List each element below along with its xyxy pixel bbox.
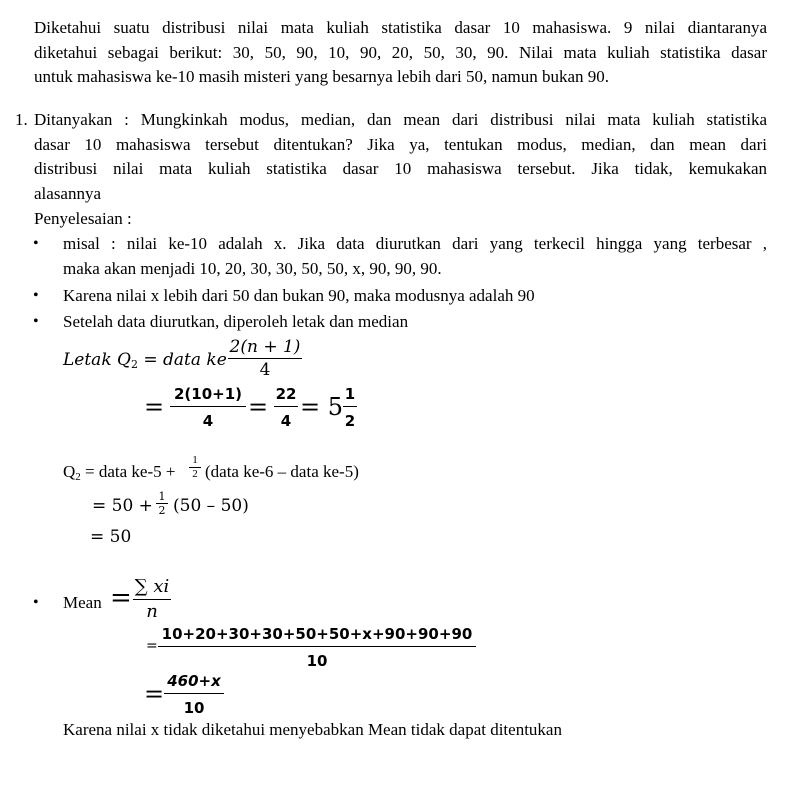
bullet-1-line: misal : nilai ke-10 adalah x. Jika data diurutkan dari yang terkecil hingga yang terbesar , bbox=[63, 234, 767, 253]
mean-label: Mean bbox=[63, 593, 102, 612]
letak-mixed-fraction bbox=[343, 384, 357, 431]
question-line: alasannya bbox=[34, 183, 102, 203]
bullet-2-text: Karena nilai x lebih dari 50 dan bukan 90, maka modusnya adalah 90 bbox=[63, 286, 535, 305]
mean-fraction-2 bbox=[158, 624, 476, 671]
median-line-2b: (50 – 50) bbox=[173, 496, 249, 516]
q-subscript: 2 bbox=[130, 358, 138, 371]
mean-equals-3: = bbox=[144, 680, 165, 708]
question-paragraph bbox=[34, 108, 767, 206]
fraction-numerator: 22 bbox=[275, 385, 297, 403]
fraction-numerator: 460+x bbox=[167, 672, 221, 690]
question-line: distribusi nilai mata kuliah statistika dasar 10 mahasiswa tersebut. Jika tidak, kemukakan bbox=[34, 159, 767, 178]
fraction-numerator: 1 bbox=[344, 385, 356, 403]
fraction-denominator: 10 bbox=[183, 699, 205, 717]
letak-fraction-3 bbox=[274, 384, 298, 431]
fraction-denominator: 4 bbox=[259, 360, 271, 380]
fraction-bar bbox=[158, 646, 476, 647]
median-part-2: (data ke-6 – data ke-5) bbox=[205, 462, 359, 481]
intro-line: diketahui sebagai berikut: 30, 50, 90, 10, 90, 20, 50, 30, 90. Nilai mata kuliah statistika dasar bbox=[34, 42, 767, 62]
fraction-denominator: 10 bbox=[306, 652, 328, 670]
mean-conclusion: Karena nilai x tidak diketahui menyebabkan Mean tidak dapat ditentukan bbox=[63, 720, 562, 739]
bullet-icon: • bbox=[33, 313, 39, 330]
median-line-2a: = 50 + bbox=[92, 496, 153, 516]
fraction-denominator: 2 bbox=[344, 412, 356, 430]
fraction-denominator: n bbox=[146, 601, 158, 622]
intro-line: untuk mahasiswa ke-10 masih misteri yang besarnya lebih dari 50, namun bukan 90. bbox=[34, 67, 610, 86]
fraction-bar bbox=[164, 693, 224, 694]
median-line-1 bbox=[63, 460, 175, 489]
fraction-denominator: 2 bbox=[158, 504, 166, 517]
fraction-numerator: 1 bbox=[192, 454, 198, 466]
letak-label: Letak bbox=[63, 350, 112, 370]
bullet-3-text: Setelah data diurutkan, diperoleh letak dan median bbox=[63, 312, 409, 331]
bullet-1-line: maka akan menjadi 10, 20, 30, 30, 50, 50, x, 90, 90, 90. bbox=[63, 258, 442, 278]
bullet-1-text bbox=[63, 232, 767, 281]
mean-equals-2: = bbox=[146, 638, 158, 654]
fraction-denominator: 2 bbox=[192, 468, 198, 480]
fraction-numerator: 2(n + 1) bbox=[229, 337, 301, 357]
fraction-bar bbox=[170, 406, 246, 407]
q-subscript: 2 bbox=[75, 471, 81, 483]
mean-fraction bbox=[133, 575, 171, 624]
question-number: 1. bbox=[15, 110, 28, 129]
fraction-denominator: 4 bbox=[202, 412, 214, 430]
mean-equals: = bbox=[110, 583, 132, 613]
bullet-icon: • bbox=[33, 594, 39, 611]
letak-fraction-2 bbox=[170, 384, 246, 431]
question-line: dasar 10 mahasiswa tersebut ditentukan? Jika ya, tentukan modus, median, dan mean dari bbox=[34, 134, 767, 154]
median-line-2-fraction bbox=[156, 490, 168, 517]
letak-fraction bbox=[228, 336, 302, 381]
question-line: Ditanyakan : Mungkinkah modus, median, dan mean dari distribusi nilai mata kuliah statistika bbox=[34, 110, 767, 129]
fraction-denominator: 4 bbox=[280, 412, 292, 430]
bullet-icon: • bbox=[33, 235, 39, 252]
letak-equals: = data ke bbox=[143, 350, 227, 370]
median-part-1: = data ke-5 + bbox=[85, 462, 176, 481]
fraction-bar bbox=[343, 406, 357, 407]
fraction-numerator: 1 bbox=[158, 490, 166, 503]
median-line-3: = 50 bbox=[90, 527, 132, 547]
letak-equals-4: = 5 bbox=[300, 393, 344, 421]
intro-line: Diketahui suatu distribusi nilai mata kuliah statistika dasar 10 mahasiswa. 9 nilai diantaranya bbox=[34, 18, 767, 37]
q-symbol: Q bbox=[63, 462, 76, 481]
mean-fraction-3 bbox=[164, 671, 224, 718]
q-symbol: Q bbox=[117, 350, 131, 370]
letak-formula bbox=[63, 350, 227, 371]
fraction-bar bbox=[274, 406, 298, 407]
fraction-numerator: ∑ xi bbox=[134, 576, 170, 597]
solution-label: Penyelesaian : bbox=[34, 209, 132, 228]
intro-paragraph bbox=[34, 16, 767, 90]
letak-equals-2: = bbox=[144, 393, 165, 421]
fraction-numerator: 10+20+30+30+50+50+x+90+90+90 bbox=[161, 625, 473, 643]
bullet-icon: • bbox=[33, 287, 39, 304]
median-half-fraction bbox=[189, 454, 201, 481]
letak-equals-3: = bbox=[248, 393, 269, 421]
fraction-numerator: 2(10+1) bbox=[173, 385, 243, 403]
